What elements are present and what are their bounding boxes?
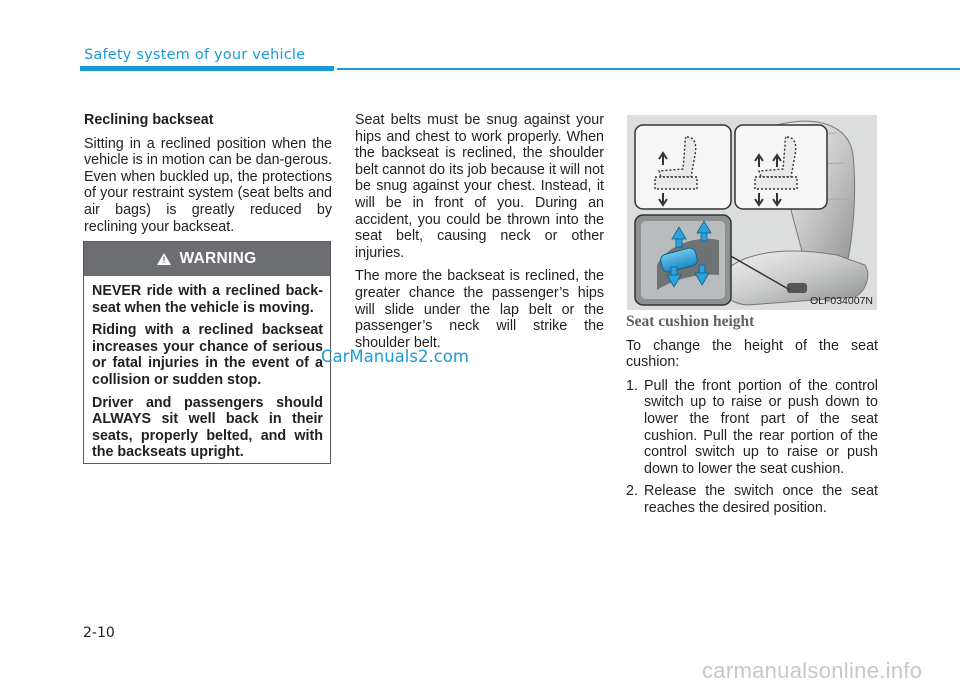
- warning-paragraph: NEVER ride with a reclined back-seat when the vehicle is moving.: [92, 283, 323, 316]
- seat-illustration-drawing: [627, 115, 877, 310]
- left-column: [84, 112, 332, 242]
- seat-illustration: [627, 115, 877, 310]
- watermark-link[interactable]: CarManuals2.com: [321, 347, 469, 366]
- step-text: Release the switch once the seat reaches the desired position.: [644, 483, 878, 516]
- seat-cushion-heading: Seat cushion height: [626, 313, 755, 330]
- warning-icon: !: [157, 253, 171, 265]
- seat-cushion-intro: To change the height of the seat cushion:: [626, 337, 878, 371]
- warning-paragraph: Riding with a reclined backseat increases your chance of serious or fatal injuries in the event of a collision or sudden stop.: [92, 322, 323, 388]
- list-item: [626, 483, 878, 516]
- warning-paragraph: Driver and passengers should ALWAYS sit well back in their seats, properly belted, and with the backseats upright.: [92, 394, 323, 461]
- belt-paragraph: Seat belts must be snug against your hips and chest to work properly. When the backseat is reclined, the shoulder belt cannot do its job because it will not be snug against your chest. Instead, it will be in front of you. During an accident, you could be thrown into the seat belt, causing neck or other injuries.: [355, 112, 604, 261]
- middle-column: [355, 112, 604, 358]
- step-number: 2.: [626, 483, 638, 500]
- warning-body: [84, 276, 330, 461]
- warning-header: [84, 242, 330, 276]
- step-text: Pull the front portion of the control switch up to raise or push down to lower the front part of the seat cushion. Pull the rear portion of the control switch up to raise or push down to lower the seat cushion.: [644, 377, 878, 477]
- figure-code: OLF034007N: [809, 295, 873, 307]
- page-number: 2-10: [83, 625, 115, 641]
- step-number: 1.: [626, 377, 638, 394]
- belt-paragraph: The more the backseat is reclined, the greater chance the passenger’s hips will slide under the lap belt or the passenger’s neck will strike the shoulder belt.: [355, 268, 604, 351]
- reclining-paragraph: Sitting in a reclined position when the vehicle is in motion can be dan-gerous. Even when buckled up, the protections of your restraint system (seat belts and air bags) is greatly reduced by reclining your backseat.: [84, 135, 332, 235]
- header-rule-thick: [80, 66, 334, 71]
- section-title: Safety system of your vehicle: [84, 47, 306, 63]
- steps-list: [626, 378, 878, 517]
- header-rule-thin: [337, 68, 960, 70]
- right-column: [626, 314, 878, 523]
- footer-watermark: carmanualsonline.info: [702, 658, 923, 683]
- list-item: [626, 378, 878, 478]
- warning-label: WARNING: [179, 250, 257, 267]
- warning-box: [83, 241, 331, 464]
- reclining-heading: Reclining backseat: [84, 112, 214, 128]
